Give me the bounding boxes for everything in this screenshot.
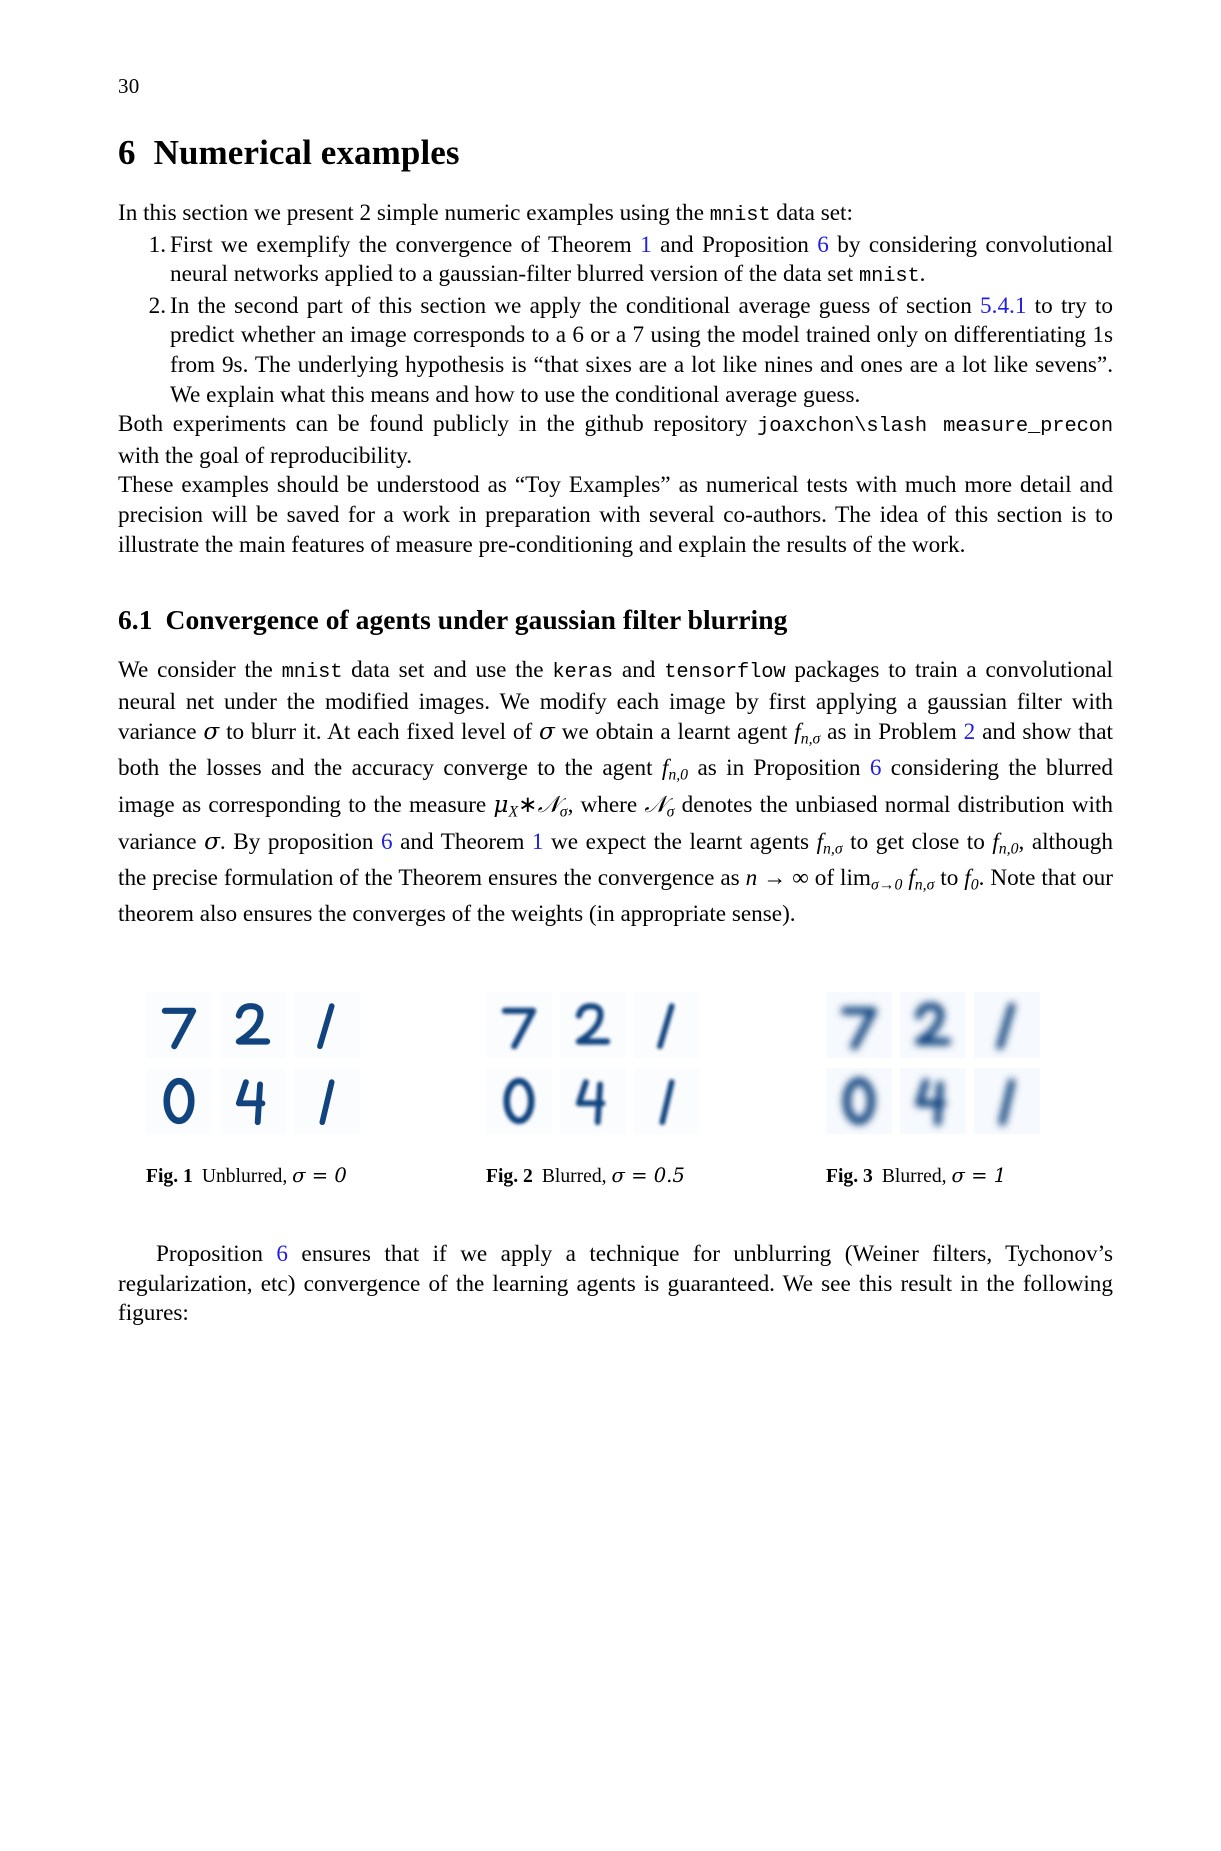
digit-tile [974, 1068, 1040, 1134]
convolution-operator: ∗ [518, 792, 538, 819]
limit-operator: lim [840, 865, 871, 892]
f0-subscript: 0 [970, 876, 979, 894]
conv-text-i: as in Proposition [688, 755, 870, 782]
section-heading [118, 133, 1113, 173]
agent-subscript-n0: n,0 [668, 766, 689, 784]
numbered-list [118, 231, 1113, 411]
agent-subscript-nsigma: n,σ [823, 840, 843, 858]
figure-label: Fig. 1 [146, 1165, 193, 1187]
subsection-number: 6.1 [118, 604, 153, 636]
digit-grid [486, 992, 751, 1134]
page-number: 30 [118, 74, 140, 98]
list-marker: 2. [148, 292, 166, 319]
agent-f-symbol: f [661, 755, 669, 782]
n-subscript-sigma: σ [666, 803, 675, 821]
ref-section-541[interactable]: 5.4.1 [980, 292, 1027, 319]
subsection-heading [118, 604, 1113, 636]
agent-f-symbol: f [794, 719, 801, 746]
conv-text-o: we expect the learnt agents [543, 829, 817, 856]
section-title-text: Numerical examples [153, 133, 460, 172]
digit-tile [826, 992, 892, 1058]
digit-tile [220, 1068, 286, 1134]
mnist-code: mnist [709, 204, 771, 227]
conv-text-g: as in Problem [820, 719, 964, 746]
digit-grid [826, 992, 1091, 1134]
digit-tile [634, 1068, 700, 1134]
conv-text-m: . By proposition [219, 829, 381, 856]
conv-text-c: and [613, 657, 665, 684]
conv-text-f: we obtain a learnt agent [554, 719, 795, 746]
repo-text-b: with the goal of reproducibility. [118, 442, 413, 469]
ref-proposition-6[interactable]: 6 [380, 829, 393, 856]
section-number: 6 [118, 133, 136, 172]
infinity-symbol: ∞ [792, 865, 809, 892]
digit-tile [294, 1068, 360, 1134]
sigma-symbol: σ [204, 828, 220, 856]
digit-tile [294, 992, 360, 1058]
ref-theorem-1[interactable]: 1 [640, 231, 652, 258]
conv-text-k: , where [567, 792, 645, 819]
item1-text-a: First we exemplify the convergence of Theorem [170, 231, 641, 258]
conv-text-l: denotes the unbiased normal distribution with variance [118, 792, 1113, 856]
digit-tile [146, 1068, 212, 1134]
right-arrow-icon: → [763, 865, 787, 892]
digit-tile [560, 992, 626, 1058]
ref-proposition-6[interactable]: 6 [817, 231, 829, 258]
conv-text-s: to [934, 865, 965, 892]
item2-text-b: to try to predict whether an image corresponds to a 6 or a 7 using the model trained only on differentiating 1s from 9s. The underlying hypothesis is “that sixes are a lot like nines and ones are a lot like sevens”. We explain what this means and how to use the conditional average guess. [170, 292, 1113, 408]
script-n-symbol: 𝒩 [644, 791, 667, 819]
agent-f-symbol: f [816, 829, 824, 856]
intro-text-a: In this section we present 2 simple numeric examples using the [118, 200, 710, 226]
digit-tile [974, 992, 1040, 1058]
figure-caption-2 [486, 1164, 751, 1188]
sigma-symbol: σ [203, 718, 220, 746]
agent-subscript-nsigma: n,σ [800, 730, 821, 748]
intro-paragraph [118, 199, 1113, 231]
closing-section [118, 1240, 1113, 1329]
ref-proposition-6[interactable]: 6 [869, 755, 882, 782]
figure-caption-text: Unblurred, [201, 1165, 293, 1187]
figure-sigma-value: σ = 0.5 [611, 1163, 685, 1187]
conv-text-n: and Theorem [392, 829, 532, 856]
mnist-code: mnist [281, 661, 343, 685]
conv-text-q: , although the precise formulation of the Theorem ensures the convergence as [118, 829, 1113, 892]
conv-text-t: . Note that our theorem also ensures the converges of the weights (in appropriate sense). [118, 865, 1113, 928]
closing-text-a: Proposition [156, 1240, 277, 1267]
item2-text-a: In the second part of this section we apply the conditional average guess of section [170, 292, 981, 319]
digit-tile [900, 1068, 966, 1134]
conv-text-e: to blurr it. At each fixed level of [219, 719, 540, 746]
convergence-paragraph [118, 656, 1113, 930]
figure-caption-text: Blurred, [881, 1165, 952, 1187]
figure-block-1 [146, 992, 411, 1188]
closing-text-b: ensures that if we apply a technique for unblurring (Weiner filters, Tychonov’s regularization, etc) convergence of the learning agents is guaranteed. We see this result in the following figures: [118, 1240, 1114, 1327]
ref-proposition-6[interactable]: 6 [276, 1240, 288, 1267]
figure-caption-1 [146, 1164, 411, 1188]
item1-text-b: and Proposition [651, 231, 818, 258]
agent-f-symbol: f [908, 865, 915, 892]
subsection-title-text: Convergence of agents under gaussian filter blurring [165, 604, 788, 636]
figure-row [118, 992, 1113, 1188]
tensorflow-code: tensorflow [664, 661, 786, 685]
conv-text-b: data set and use the [342, 657, 553, 684]
mu-subscript-x: X [508, 803, 519, 821]
digit-tile [560, 1068, 626, 1134]
toy-examples-paragraph: These examples should be understood as “Toy Examples” as numerical tests with much more detail and precision will be saved for a work in preparation with several co-authors. The idea of this section is to illustrate the main features of measure pre-conditioning and explain the results of the work. [118, 472, 1113, 558]
keras-code: keras [552, 661, 614, 685]
digit-tile [826, 1068, 892, 1134]
digit-tile [220, 992, 286, 1058]
figure-caption-text: Blurred, [541, 1165, 612, 1187]
figure-label: Fig. 2 [486, 1165, 533, 1187]
limit-subscript: σ→0 [870, 876, 903, 894]
closing-paragraph [118, 1240, 1113, 1329]
digit-tile [486, 992, 552, 1058]
ref-problem-2[interactable]: 2 [963, 719, 976, 746]
figure-sigma-value: σ = 1 [951, 1163, 1007, 1187]
figure-block-3 [826, 992, 1091, 1188]
conv-text-a: We consider the [118, 657, 282, 684]
list-item [118, 292, 1113, 410]
n-subscript-sigma: σ [559, 803, 568, 821]
f0-symbol: f [964, 865, 971, 892]
repository-paragraph [118, 410, 1113, 471]
agent-f-symbol: f [992, 829, 999, 856]
conv-text-h: and show that both the losses and the accuracy converge to the agent [118, 719, 1113, 782]
mu-symbol: μ [493, 791, 509, 819]
conv-text-p: to get close to [842, 829, 993, 856]
conv-text-r: of [808, 865, 841, 892]
figure-caption-3 [826, 1164, 1091, 1188]
item1-text-c: by considering convolutional neural networks applied to a gaussian-filter blurred version of the data set [170, 231, 1113, 288]
item1-text-d: . [919, 261, 926, 288]
figure-block-2 [486, 992, 751, 1188]
digit-tile [146, 992, 212, 1058]
agent-subscript-n0: n,0 [998, 840, 1019, 858]
figure-sigma-value: σ = 0 [292, 1163, 347, 1187]
variable-n: n [745, 865, 758, 892]
digit-tile [486, 1068, 552, 1134]
digit-tile [634, 992, 700, 1058]
conv-text-d: packages to train a convolutional neural net under the modified images. We modify each image by first applying a gaussian filter with variance [118, 657, 1113, 746]
digit-grid [146, 992, 411, 1134]
list-item [118, 231, 1113, 292]
ref-theorem-1[interactable]: 1 [531, 829, 544, 856]
sigma-symbol: σ [539, 718, 555, 746]
mnist-code: mnist [858, 265, 920, 289]
intro-text-b: data set: [770, 200, 853, 226]
repository-path: joaxchon\slash measure_precon [757, 415, 1113, 439]
digit-tile [900, 992, 966, 1058]
agent-subscript-nsigma: n,σ [914, 876, 935, 894]
conv-text-j: considering the blurred image as corresponding to the measure [118, 755, 1113, 819]
list-marker: 1. [148, 231, 166, 258]
script-n-symbol: 𝒩 [537, 791, 560, 819]
figure-label: Fig. 3 [826, 1165, 873, 1187]
repo-text-a: Both experiments can be found publicly in the github repository [118, 411, 758, 438]
